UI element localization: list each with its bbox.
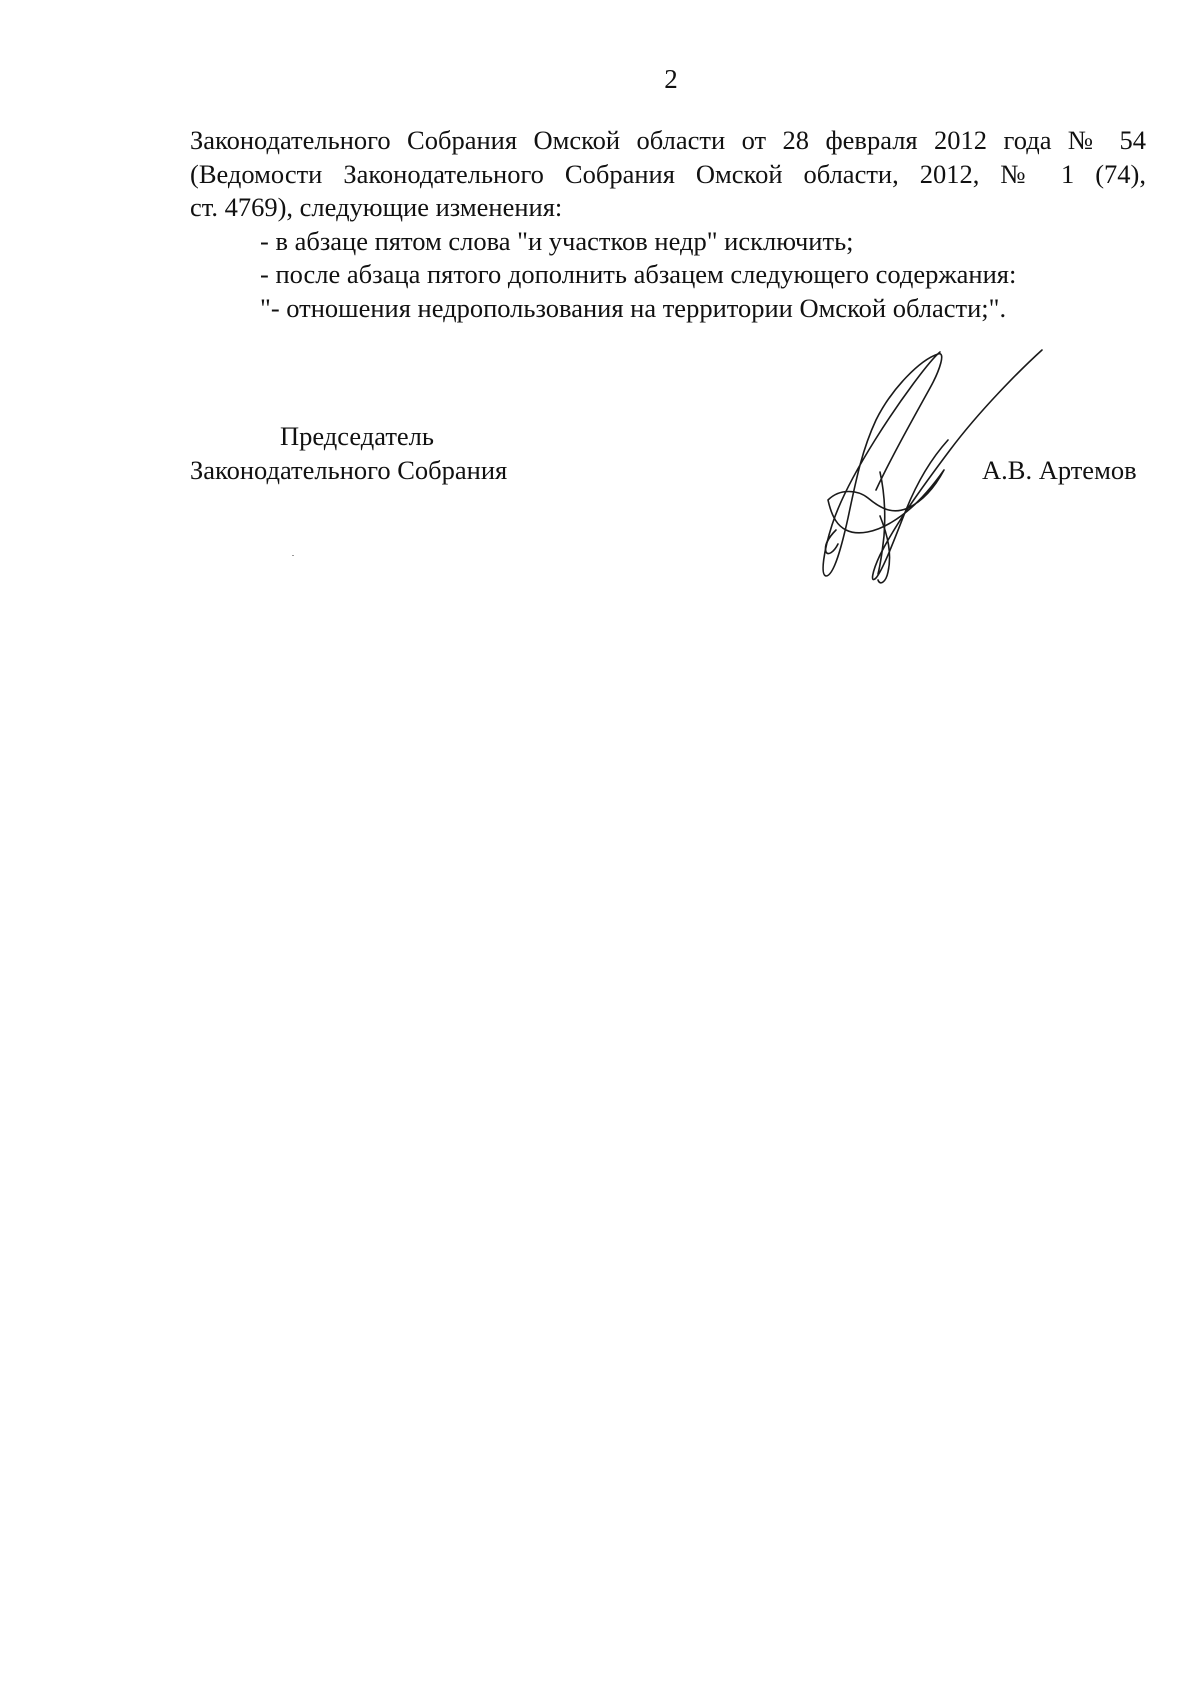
paragraph-line-1: Законодательного Собрания Омской области от 28 февраля 2012 года № 54 (190, 125, 1146, 155)
amendment-item-1: - в абзаце пятом слова "и участков недр" исключить; (260, 225, 854, 256)
document-body (190, 124, 1146, 325)
page-number: 2 (664, 64, 678, 94)
signatory-title (190, 419, 507, 487)
signatory-name: А.В. Артемов (982, 455, 1137, 485)
signatory-title-line-1: Председатель (280, 421, 434, 451)
amendment-item-3: "- отношения недропользования на территории Омской области;". (260, 292, 1007, 323)
scan-speck (292, 555, 294, 556)
paragraph-line-3: ст. 4769), следующие изменения: (190, 192, 563, 222)
paragraph-line-2: (Ведомости Законодательного Собрания Омской области, 2012, № 1 (74), (190, 158, 1146, 189)
amendment-item-2: - после абзаца пятого дополнить абзацем следующего содержания: (260, 259, 1017, 289)
signatory-title-line-2: Законодательного Собрания (190, 455, 508, 485)
